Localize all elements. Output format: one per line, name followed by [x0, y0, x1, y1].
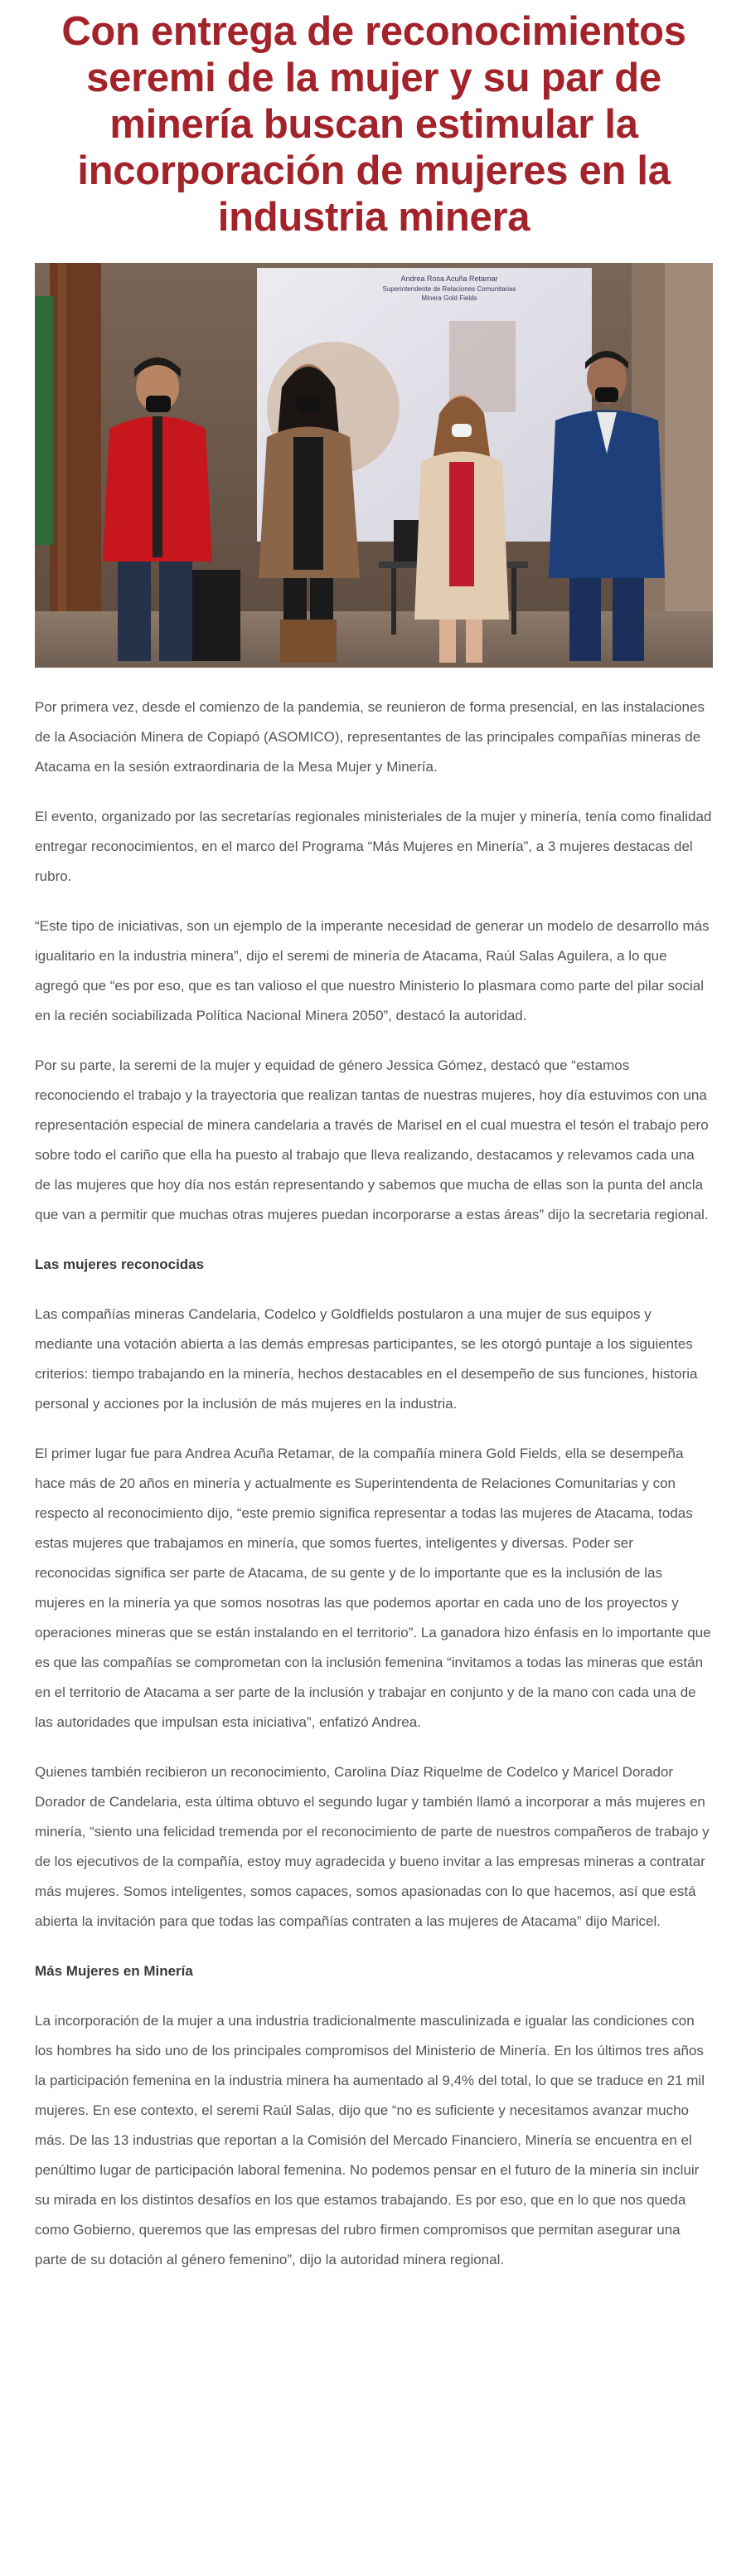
paragraph: El evento, organizado por las secretarías regionales ministeriales de la mujer y minería, tenía como finalidad entregar reconocimientos, en el marco del Programa “Más Mujeres en Minería”, a 3 mujeres destacas del rubro. — [35, 809, 712, 884]
article-title: Con entrega de reconocimientos seremi de la mujer y su par de minería buscan estimular la incorporación de mujeres en la industria minera — [61, 9, 686, 240]
paragraph: “Este tipo de iniciativas, son un ejemplo de la imperante necesidad de generar un modelo de desarrollo más igualitario en la industria minera”, dijo el seremi de minería de Atacama, Raúl Salas Aguilera, a lo que agregó que “es por eso, que es tan valioso el que nuestro Ministerio lo plasmara como parte del pilar social en la recién sociabilizada Política Nacional Minera 2050”, destacó la autoridad. — [35, 918, 710, 1023]
section-heading: Más Mujeres en Minería — [35, 1963, 193, 1979]
paragraph: Por su parte, la seremi de la mujer y equidad de género Jessica Gómez, destacó que “estamos reconociendo el trabajo y la trayectoria que realizan tantas de nuestras mujeres, hoy día estuvimos con una representación especial de minera candelaria a través de Marisel en el cual muestra el tesón el trabajo pero sobre todo el cariño que ella ha puesto al trabajo que lleva realizando, destacamos y relevamos cada una de las mujeres que hoy día nos están representando y sabemos que mucha de ellas son la punta del ancla que van a permitir que muchas otras mujeres puedan incorporarse a estas áreas” dijo la secretaria regional. — [35, 1057, 709, 1222]
svg-text:Minera Gold Fields: Minera Gold Fields — [421, 294, 477, 302]
svg-text:Superintendente de Relaciones: Superintendente de Relaciones Comunitarias — [382, 285, 516, 293]
paragraph: Las compañías mineras Candelaria, Codelco y Goldfields postularon a una mujer de sus equipos y mediante una votación abierta a las demás empresas participantes, se les otorgó puntaje a los siguientes criterios: tiempo trabajando en la minería, hechos destacables en el desempeño de sus funciones, historia personal y acciones por la inclusión de más mujeres en la industria. — [35, 1306, 698, 1412]
paragraph: La incorporación de la mujer a una industria tradicionalmente masculinizada e igualar las condiciones con los hombres ha sido uno de los principales compromisos del Ministerio de Minería. En los últimos tres años la participación femenina en la industria minera ha aumentado al 9,4% del total, lo que se traduce en 21 mil mujeres. En ese contexto, el seremi Raúl Salas, dijo que “no es suficiente y necesitamos avanzar mucho más. De las 13 industrias que reportan a la Comisión del Mercado Financiero, Minería se encuentra en el penúltimo lugar de participación laboral femenina. No podemos pensar en el futuro de la minería sin incluir su mirada en los distintos desafíos en los que estamos trabajando. Es por eso, que en lo que nos queda como Gobierno, queremos que las empresas del rubro firmen compromisos que permitan asegurar una parte de su dotación al género femenino”, dijo la autoridad minera regional. — [35, 2013, 705, 2267]
paragraph: Quienes también recibieron un reconocimiento, Carolina Díaz Riquelme de Codelco y Maricel Dorador Dorador de Candelaria, esta última obtuvo el segundo lugar y también llamó a incorporar a más mujeres en minería, “siento una felicidad tremenda por el reconocimiento de parte de nuestros compañeros de trabajo y de los ejecutivos de la compañía, estoy muy agradecida y bueno invitar a las empresas mineras a contratar más mujeres. Somos inteligentes, somos capaces, somos apasionadas con lo que hacemos, así que está abierta la invitación para que todas las compañías contraten a las mujeres de Atacama” dijo Maricel. — [35, 1764, 710, 1929]
paragraph: El primer lugar fue para Andrea Acuña Retamar, de la compañía minera Gold Fields, ella se desempeña hace más de 20 años en minería y actualmente es Superintendenta de Relaciones Comunitarias y con respecto al reconocimiento dijo, “este premio significa representar a todas las mujeres de Atacama, todas estas mujeres que trabajamos en minería, que somos fuertes, inteligentes y diversas. Poder ser reconocidas significa ser parte de Atacama, de su gente y de lo importante que es la inclusión de las mujeres en la minería ya que somos nosotras las que podemos aportar en cada uno de los proyectos y operaciones mineras que se están instalando en el territorio”. La ganadora hizo énfasis en lo importante que es que las compañías se comprometan con la inclusión femenina “invitamos a todas las mineras que están en el territorio de Atacama a ser parte de la inclusión y trabajar en conjunto y de la mano con cada una de las autoridades que impulsan esta iniciativa”, enfatizó Andrea. — [35, 1446, 711, 1730]
paragraph: Por primera vez, desde el comienzo de la pandemia, se reunieron de forma presencial, en las instalaciones de la Asociación Minera de Copiapó (ASOMICO), representantes de las principales compañías mineras de Atacama en la sesión extraordinaria de la Mesa Mujer y Minería. — [35, 699, 705, 775]
article-body — [35, 693, 713, 2275]
article — [35, 0, 713, 2295]
article-photo — [35, 263, 713, 668]
svg-text:Andrea Rosa Acuña Retamar: Andrea Rosa Acuña Retamar — [400, 275, 498, 283]
section-heading: Las mujeres reconocidas — [35, 1256, 205, 1272]
